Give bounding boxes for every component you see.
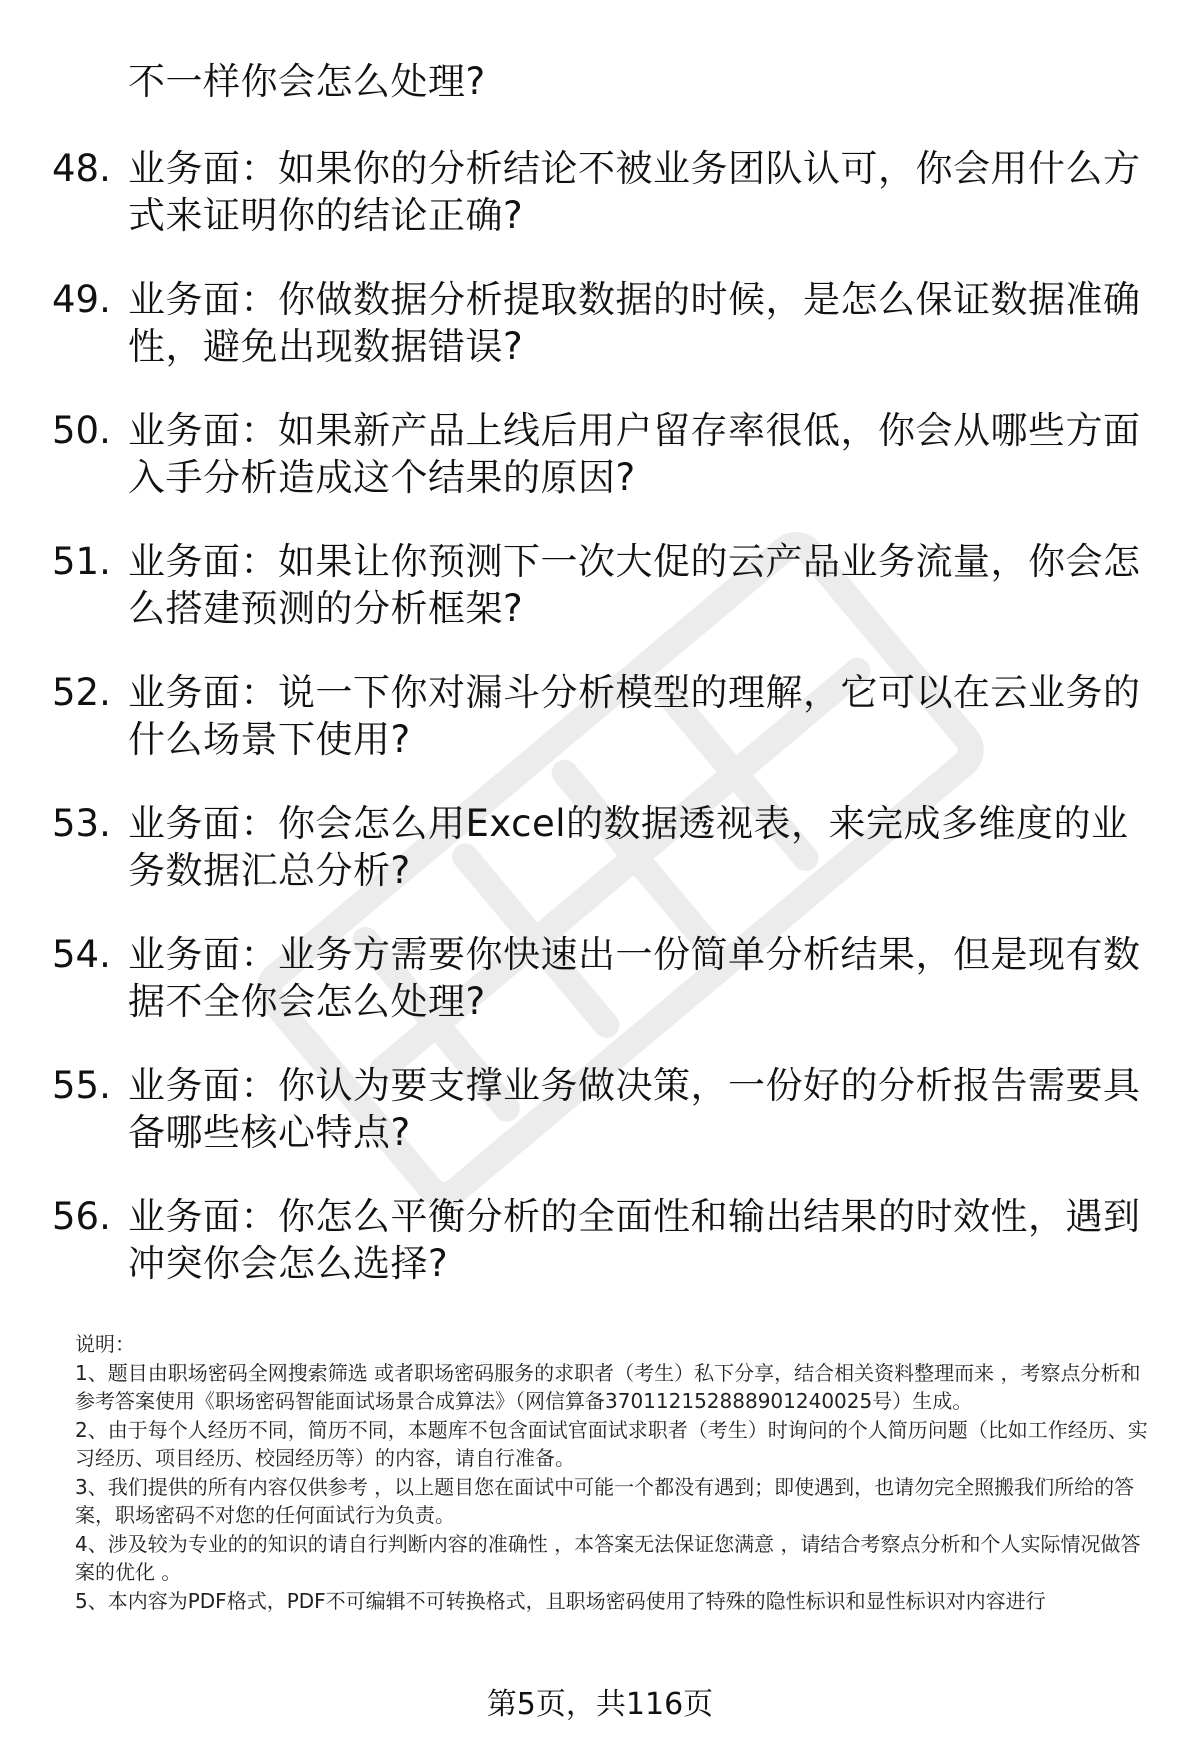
question-number: 52. (52, 671, 111, 714)
question-text: 业务面：你做数据分析提取数据的时候，是怎么保证数据准确性，避免出现数据错误? (128, 278, 1141, 368)
page-number-footer: 第5页，共116页 (486, 1687, 714, 1722)
question-item (52, 407, 1162, 538)
question-text: 业务面：如果新产品上线后用户留存率很低，你会从哪些方面入手分析造成这个结果的原因? (128, 409, 1141, 499)
question-item (52, 276, 1162, 407)
note-item: 1、题目由职场密码全网搜索筛选 或者职场密码服务的求职者（考生）私下分享，结合相关资料整理而来 ，考察点分析和参考答案使用《职场密码智能面试场景合成算法》（网信算备370112152888901240025号）生成。 (75, 1360, 1141, 1413)
question-text: 业务面：你怎么平衡分析的全面性和输出结果的时效性，遇到冲突你会怎么选择? (128, 1195, 1141, 1285)
question-text: 业务面：说一下你对漏斗分析模型的理解，它可以在云业务的什么场景下使用? (128, 671, 1141, 761)
question-item (52, 931, 1162, 1062)
continued-question-text: 不一样你会怎么处理? (128, 60, 486, 103)
question-item (52, 669, 1162, 800)
question-number: 50. (52, 409, 111, 452)
question-text: 业务面：你会怎么用Excel的数据透视表，来完成多维度的业务数据汇总分析? (128, 802, 1129, 892)
note-item: 2、由于每个人经历不同，简历不同，本题库不包含面试官面试求职者（考生）时询问的个人简历问题（比如工作经历、实习经历、项目经历、校园经历等）的内容，请自行准备。 (75, 1417, 1148, 1470)
question-item (52, 800, 1162, 931)
question-text: 业务面：业务方需要你快速出一份简单分析结果，但是现有数据不全你会怎么处理? (128, 933, 1141, 1023)
question-number: 48. (52, 147, 111, 190)
question-text: 业务面：你认为要支撑业务做决策，一份好的分析报告需要具备哪些核心特点? (128, 1064, 1141, 1154)
question-item (52, 538, 1162, 669)
note-item: 4、涉及较为专业的的知识的请自行判断内容的准确性 ，本答案无法保证您满意 ，请结合考察点分析和个人实际情况做答案的优化 。 (75, 1531, 1141, 1584)
note-item: 5、本内容为PDF格式，PDF不可编辑不可转换格式，且职场密码使用了特殊的隐性标识和显性标识对内容进行 (75, 1588, 1046, 1613)
notes-heading: 说明： (75, 1332, 135, 1356)
notes-section (75, 1330, 1155, 1615)
note-item: 3、我们提供的所有内容仅供参考 ，以上题目您在面试中可能一个都没有遇到；即使遇到，也请勿完全照搬我们所给的答案，职场密码不对您的任何面试行为负责。 (75, 1474, 1135, 1527)
question-number: 56. (52, 1195, 111, 1238)
question-text: 业务面：如果你的分析结论不被业务团队认可，你会用什么方式来证明你的结论正确? (128, 147, 1141, 237)
question-item (52, 145, 1162, 276)
question-number: 53. (52, 802, 111, 845)
question-number: 55. (52, 1064, 111, 1107)
question-number: 49. (52, 278, 111, 321)
question-list (52, 145, 1162, 1324)
question-number: 51. (52, 540, 111, 583)
question-item (52, 1193, 1162, 1324)
question-text: 业务面：如果让你预测下一次大促的云产品业务流量，你会怎么搭建预测的分析框架? (128, 540, 1141, 630)
question-number: 54. (52, 933, 111, 976)
question-item (52, 1062, 1162, 1193)
